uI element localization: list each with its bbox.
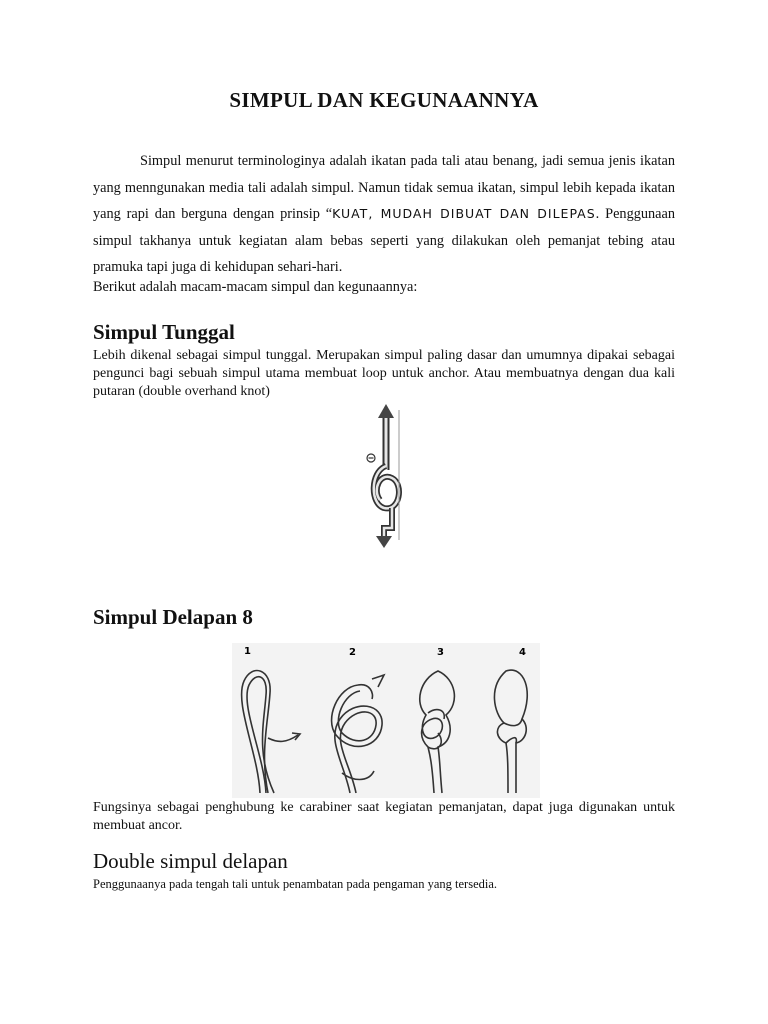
section-body-double-simpul-delapan: Penggunaanya pada tengah tali untuk penambatan pada pengaman yang tersedia. xyxy=(93,877,498,891)
overhand-knot-figure xyxy=(362,400,410,550)
step-number: 2 xyxy=(349,647,356,658)
page-title: SIMPUL DAN KEGUNAANNYA xyxy=(229,88,539,112)
section-heading-simpul-tunggal: Simpul Tunggal xyxy=(93,320,235,344)
section-heading-double-simpul-delapan: Double simpul delapan xyxy=(93,849,288,873)
step-number: 1 xyxy=(244,646,251,657)
intro-text-2: . Penggunaan simpul takhanya untuk kegiatan alam bebas seperti yang dilakukan oleh pemanjat tebing atau pramuka tapi juga di kehidupan sehari-hari. xyxy=(93,206,676,275)
section-heading-simpul-delapan: Simpul Delapan 8 xyxy=(93,605,253,629)
intro-text-1: Simpul menurut terminologinya adalah ikatan pada tali atau benang, jadi semua jenis ikatan yang menngunakan media tali adalah simpul. Namun tidak semua ikatan, simpul lebih kepada ikatan yang rapi dan berguna dengan prinsip “ xyxy=(93,153,675,222)
intro-principle: KUAT, MUDAH DIBUAT DAN DILEPAS xyxy=(332,206,596,221)
step-number: 3 xyxy=(437,647,444,658)
step-number: 4 xyxy=(519,647,526,658)
figure-eight-steps-figure xyxy=(232,643,540,798)
section-body-simpul-delapan: Fungsinya sebagai penghubung ke carabiner saat kegiatan pemanjatan, dapat juga digunakan untuk membuat ancor. xyxy=(93,800,675,833)
section-body-simpul-tunggal: Lebih dikenal sebagai simpul tunggal. Merupakan simpul paling dasar dan umumnya dipakai sebagai pengunci bagi sebuah simpul utama membuat loop untuk anchor. Atau membuatnya dengan dua kali putaran (double overhand knot) xyxy=(93,348,675,399)
list-lead: Berikut adalah macam-macam simpul dan kegunaannya: xyxy=(93,279,418,295)
intro-paragraph xyxy=(93,148,675,281)
